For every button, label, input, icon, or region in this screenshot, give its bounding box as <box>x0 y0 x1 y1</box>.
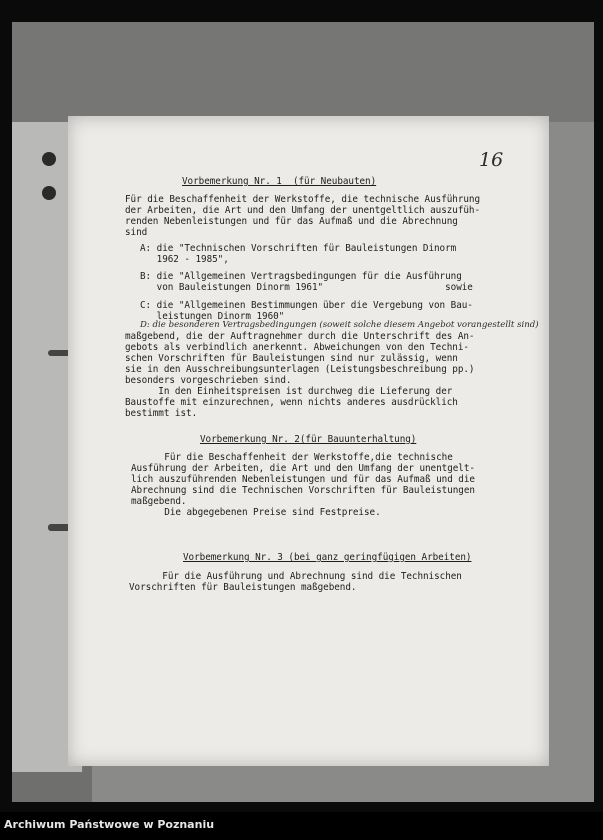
text-line: renden Nebenleistungen und für das Aufmaß und die Abrechnung <box>125 216 458 227</box>
text-line: maßgebend, die der Auftragnehmer durch die Unterschrift des An- <box>125 331 475 342</box>
item-c: C: die "Allgemeinen Bestimmungen über die Vergebung von Bau- <box>140 300 473 311</box>
text-line: der Arbeiten, die Art und den Umfang der unentgeltlich auszufüh- <box>125 205 481 216</box>
text-line: lich auszuführenden Nebenleistungen und für das Aufmaß und die <box>131 474 475 485</box>
text-line: bestimmt ist. <box>125 408 198 419</box>
archive-footer <box>0 812 603 840</box>
text-line: gebots als verbindlich anerkennt. Abweichungen von den Techni- <box>125 342 469 353</box>
item-c: leistungen Dinorm 1960" <box>140 311 285 322</box>
item-b: von Bauleistungen Dinorm 1961" sowie <box>140 282 473 293</box>
document-page <box>68 116 549 766</box>
heading-vorbemerkung-1: Vorbemerkung Nr. 1 (für Neubauten) <box>182 176 377 187</box>
text-line: maßgebend. <box>131 496 187 507</box>
text-line: Für die Ausführung und Abrechnung sind die Technischen <box>129 571 462 582</box>
archive-name: Archiwum Państwowe w Poznaniu <box>4 818 215 831</box>
item-a: 1962 - 1985", <box>140 254 229 265</box>
heading-vorbemerkung-2: Vorbemerkung Nr. 2(für Bauunterhaltung) <box>200 434 417 445</box>
item-a: A: die "Technischen Vorschriften für Bauleistungen Dinorm <box>140 243 457 254</box>
text-line: Baustoffe mit einzurechnen, wenn nichts anderes ausdrücklich <box>125 397 458 408</box>
text-line: Vorschriften für Bauleistungen maßgebend. <box>129 582 357 593</box>
text-line: sind <box>125 227 148 238</box>
text-line: Für die Beschaffenheit der Werkstoffe, die technische Ausführung <box>125 194 481 205</box>
text-line: Für die Beschaffenheit der Werkstoffe,die technische <box>131 452 453 463</box>
item-b: B: die "Allgemeinen Vertragsbedingungen für die Ausführung <box>140 271 462 282</box>
punch-hole <box>42 152 56 166</box>
handwritten-item-d: D: die besonderen Vertragsbedingungen (soweit solche diesem Angebot vorangestellt sind) <box>140 320 539 330</box>
page-number: 16 <box>479 149 504 171</box>
text-line: Ausführung der Arbeiten, die Art und den Umfang der unentgelt- <box>131 463 475 474</box>
heading-vorbemerkung-3: Vorbemerkung Nr. 3 (bei ganz geringfügigen Arbeiten) <box>183 552 472 563</box>
punch-hole <box>42 186 56 200</box>
text-line: Abrechnung sind die Technischen Vorschriften für Bauleistungen <box>131 485 475 496</box>
text-line: In den Einheitspreisen ist durchweg die Lieferung der <box>125 386 453 397</box>
text-line: sie in den Ausschreibungsunterlagen (Leistungsbeschreibung pp.) <box>125 364 475 375</box>
text-line: Die abgegebenen Preise sind Festpreise. <box>131 507 381 518</box>
text-line: schen Vorschriften für Bauleistungen sind nur zulässig, wenn <box>125 353 458 364</box>
text-line: besonders vorgeschrieben sind. <box>125 375 292 386</box>
